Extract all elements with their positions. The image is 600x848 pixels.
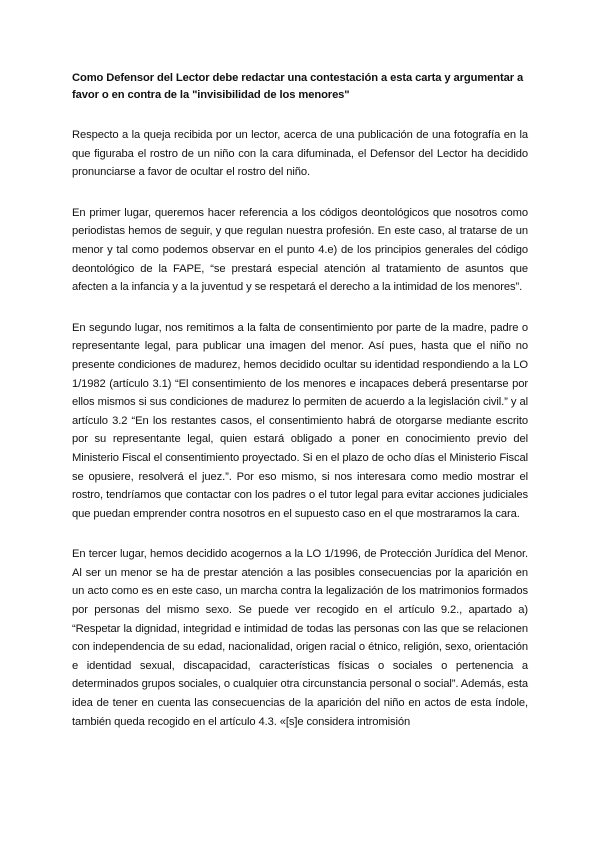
document-page [72, 70, 528, 753]
paragraph-third-point: En tercer lugar, hemos decidido acogernos a la LO 1/1996, de Protección Jurídica del Menor. Al ser un menor se ha de prestar atención a las posibles consecuencias por la aparición en un acto como es en este caso, un marcha contra la legalización de los matrimonios formados por personas del mismo sexo. Se puede ver recogido en el artículo 9.2., apartado a) “Respetar la dignidad, integridad e intimidad de todas las personas con las que se relacionen con independencia de su edad, nacionalidad, origen racial o étnico, religión, sexo, orientación e identidad sexual, discapacidad, características físicas o sociales o pertenencia a determinados grupos sociales, o cualquier otra circunstancia personal o social”. Además, esta idea de tener en cuenta las consecuencias de la aparición del niño en actos de esta índole, también queda recogido en el artículo 4.3. «[s]e considera intromisión [72, 548, 528, 728]
paragraph-first-point: En primer lugar, queremos hacer referencia a los códigos deontológicos que nosotros como periodistas hemos de seguir, y que regulan nuestra profesión. En este caso, al tratarse de un menor y tal como podemos observar en el punto 4.e) de los principios generales del código deontológico de la FAPE, “se prestará especial atención al tratamiento de asuntos que afecten a la infancia y a la juventud y se respetará el derecho a la intimidad de los menores”. [72, 206, 528, 294]
paragraph-second-point: En segundo lugar, nos remitimos a la falta de consentimiento por parte de la madre, padre o representante legal, para publicar una imagen del menor. Así pues, hasta que el niño no presente condiciones de madurez, hemos decidido ocultar su identidad respondiendo a la LO 1/1982 (artículo 3.1) “El consentimiento de los menores e incapaces deberá presentarse por ellos mismos si sus condiciones de madurez lo permiten de acuerdo a la legislación civil.” y al artículo 3.2 “En los restantes casos, el consentimiento habrá de otorgarse mediante escrito por su representante legal, quien estará obligado a poner en conocimiento previo del Ministerio Fiscal el consentimiento proyectado. Si en el plazo de ocho días el Ministerio Fiscal se opusiere, resolverá el juez.”. Por eso mismo, si nos interesara como medio mostrar el rostro, tendríamos que contactar con los padres o el tutor legal para evitar acciones judiciales que puedan emprender contra nosotros en el supuesto caso en el que mostraramos la cara. [72, 321, 528, 520]
document-heading: Como Defensor del Lector debe redactar una contestación a esta carta y argumentar a favor o en contra de la "invisibilidad de los menores" [72, 72, 524, 101]
paragraph-intro: Respecto a la queja recibida por un lector, acerca de una publicación de una fotografía en la que figuraba el rostro de un niño con la cara difuminada, el Defensor del Lector ha decidido pronunciarse a favor de ocultar el rostro del niño. [72, 129, 528, 179]
